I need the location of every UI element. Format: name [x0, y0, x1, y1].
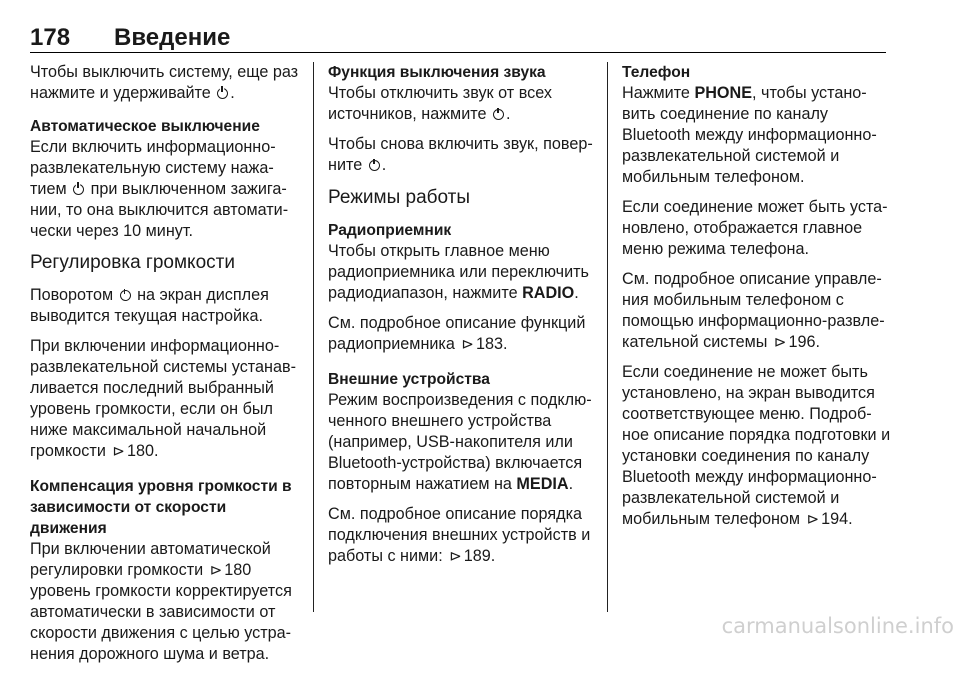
mute-heading: Функция выключения звука: [328, 64, 546, 81]
page-link-189[interactable]: 189.: [463, 547, 496, 565]
external-devices-heading: Внешние устройства: [328, 371, 490, 388]
column-2: [328, 62, 598, 576]
mute-paragraph: Чтобы отключить звук от всех источников, нажмите .: [328, 84, 552, 123]
volume-knob-icon: [369, 160, 380, 171]
phone-paragraph-2: Если соединение может быть уста- новлено, отображается главное меню режима телефона.: [622, 198, 888, 258]
power-icon: [73, 184, 84, 195]
auto-off-paragraph: Если включить информационно- развлекательную систему нажа- тием при выключенном зажига- нии, то она выключится автомати- чески через 10 минут.: [30, 138, 289, 240]
auto-off-heading: Автоматическое выключение: [30, 118, 260, 135]
modes-heading: Режимы работы: [328, 187, 471, 208]
external-devices-paragraph-2: См. подробное описание порядка подключения внешних устройств и работы с ними: ⊳ 189.: [328, 505, 591, 565]
volume-knob-icon: [493, 109, 504, 120]
page-link-196[interactable]: 196.: [788, 333, 820, 351]
radio-button-label: RADIO: [522, 284, 575, 302]
column-divider-1: [313, 62, 314, 612]
volume-paragraph: Поворотом на экран дисплея выводится текущая настройка.: [30, 286, 269, 325]
phone-paragraph: Нажмите PHONE, чтобы устано- вить соединение по каналу Bluetooth между информационно- развлекательной системой и мобильным телефоном.: [622, 84, 877, 186]
page-number: 178: [30, 24, 71, 51]
page-reference-arrow-icon: ⊳: [112, 443, 125, 460]
phone-paragraph-4: Если соединение не может быть установлено, на экран выводится соответствующее меню. Подроб- ное описание порядка подготовки и установки соединения по каналу Bluetooth между информационно- развлекательной системой и мобильным телефоном ⊳ 194.: [622, 363, 891, 528]
volume-paragraph-2: При включении информационно- развлекательной системы устанав- ливается последний выбранный уровень громкости, если он был ниже максимальной начальной громкости ⊳ 180.: [30, 337, 296, 460]
volume-knob-icon: [120, 290, 131, 301]
column-1: [30, 62, 300, 674]
external-devices-paragraph: Режим воспроизведения с подклю- ченного внешнего устройства (например, USB-накопителя или Bluetooth-устройства) включается повторным нажатием на MEDIA.: [328, 391, 592, 493]
watermark: carmanualsonline.info: [721, 614, 954, 638]
media-button-label: MEDIA: [516, 475, 569, 493]
radio-heading: Радиоприемник: [328, 222, 452, 239]
volume-heading: Регулировка громкости: [30, 252, 235, 273]
radio-paragraph: Чтобы открыть главное меню радиоприемника или переключить радиодиапазон, нажмите RADIO.: [328, 242, 589, 302]
page-reference-arrow-icon: ⊳: [209, 562, 223, 579]
page-reference-arrow-icon: ⊳: [449, 548, 462, 565]
column-divider-2: [607, 62, 608, 612]
phone-paragraph-3: См. подробное описание управле- ния мобильным телефоном с помощью информационно-развле- кательной системы ⊳ 196.: [622, 270, 885, 351]
page-link-180b[interactable]: 180: [224, 561, 252, 579]
page-link-194[interactable]: 194.: [821, 510, 853, 528]
phone-heading: Телефон: [622, 64, 691, 81]
unmute-paragraph: Чтобы снова включить звук, повер- ните .: [328, 135, 593, 174]
column-3: [622, 62, 902, 539]
speed-compensation-paragraph: При включении автоматической регулировки громкости ⊳ 180 уровень громкости корректируется автоматически в зависимости от скорости движения с целью устра- нения дорожного шума и ветра.: [30, 540, 292, 663]
page-header: [30, 24, 886, 52]
phone-button-label: PHONE: [694, 84, 753, 102]
page-link-183[interactable]: 183.: [475, 335, 508, 353]
page-reference-arrow-icon: ⊳: [773, 334, 787, 351]
power-icon: [217, 88, 228, 99]
page-reference-arrow-icon: ⊳: [806, 511, 820, 528]
speed-compensation-heading: Компенсация уровня громкости в зависимости от скорости движения: [30, 478, 292, 537]
radio-paragraph-2: См. подробное описание функций радиоприемника ⊳ 183.: [328, 314, 586, 353]
page-link-180[interactable]: 180.: [126, 442, 159, 460]
header-rule: [30, 52, 886, 53]
power-off-paragraph: Чтобы выключить систему, еще раз нажмите и удерживайте .: [30, 63, 299, 102]
page-reference-arrow-icon: ⊳: [461, 336, 474, 353]
page-title: Введение: [114, 24, 231, 51]
